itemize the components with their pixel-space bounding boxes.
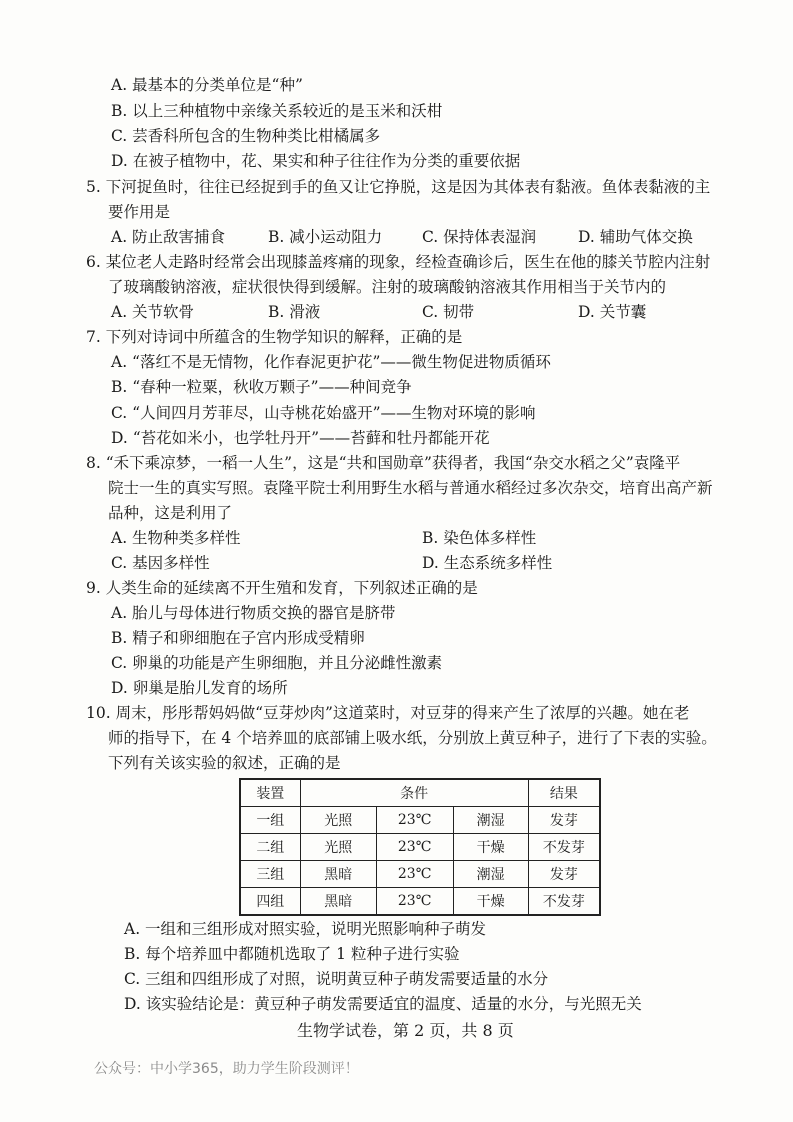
table-cell: 发芽 <box>528 861 600 888</box>
table-cell: 23℃ <box>376 807 453 834</box>
table-cell: 黑暗 <box>300 861 376 888</box>
table-cell: 干燥 <box>453 834 528 861</box>
table-cell: 干燥 <box>453 888 528 916</box>
q8-option-a: A. 生物种类多样性 <box>111 529 241 547</box>
q5-stem-line2: 要作用是 <box>108 203 171 221</box>
table-cell: 二组 <box>240 834 300 861</box>
header-device: 装置 <box>240 779 300 807</box>
table-cell: 光照 <box>300 834 376 861</box>
q5-option-b: B. 减小运动阻力 <box>268 228 383 246</box>
q8-stem-line3: 品种，这是利用了 <box>108 504 233 522</box>
header-result: 结果 <box>528 779 600 807</box>
table-cell: 一组 <box>240 807 300 834</box>
q7-stem: 7. 下列对诗词中所蕴含的生物学知识的解释，正确的是 <box>86 328 463 346</box>
table-row <box>240 888 600 916</box>
table-cell: 23℃ <box>376 861 453 888</box>
table-row <box>240 834 600 861</box>
table-row <box>240 807 600 834</box>
q9-option-b: B. 精子和卵细胞在子宫内形成受精卵 <box>111 629 365 647</box>
q9-option-d: D. 卵巢是胎儿发育的场所 <box>111 679 288 697</box>
q6-option-a: A. 关节软骨 <box>111 303 195 321</box>
q9-option-a: A. 胎儿与母体进行物质交换的器官是脐带 <box>111 604 396 622</box>
q6-option-c: C. 韧带 <box>422 303 475 321</box>
table-row <box>240 861 600 888</box>
table-cell: 三组 <box>240 861 300 888</box>
header-conditions: 条件 <box>300 779 528 807</box>
page-footer: 生物学试卷，第 2 页，共 8 页 <box>297 1021 514 1040</box>
table-cell: 发芽 <box>528 807 600 834</box>
table-cell: 黑暗 <box>300 888 376 916</box>
q5-option-c: C. 保持体表湿润 <box>422 228 537 246</box>
table-cell: 23℃ <box>376 888 453 916</box>
table-cell: 不发芽 <box>528 888 600 916</box>
table-header-row <box>240 779 600 807</box>
q4-option-b: B. 以上三种植物中亲缘关系较近的是玉米和沃柑 <box>111 102 443 120</box>
q8-stem-line1: 8. “禾下乘凉梦，一稻一人生”，这是“共和国勋章”获得者，我国“杂交水稻之父”袁隆平 <box>86 454 681 472</box>
q6-stem-line1: 6. 某位老人走路时经常会出现膝盖疼痛的现象，经检查确诊后，医生在他的膝关节腔内注射 <box>86 253 711 271</box>
watermark-text: 公众号：中小学365，助力学生阶段测评！ <box>94 1061 359 1077</box>
table-cell: 潮湿 <box>453 807 528 834</box>
table-cell: 四组 <box>240 888 300 916</box>
q6-option-d: D. 关节囊 <box>578 303 647 321</box>
q5-option-a: A. 防止敌害捕食 <box>111 228 226 246</box>
q7-option-c: C. “人间四月芳菲尽，山寺桃花始盛开”——生物对环境的影响 <box>111 404 536 422</box>
table-cell: 光照 <box>300 807 376 834</box>
q7-option-b: B. “春种一粒粟，秋收万颗子”——种间竞争 <box>111 378 412 396</box>
q8-option-d: D. 生态系统多样性 <box>422 554 553 572</box>
q9-stem: 9. 人类生命的延续离不开生殖和发育，下列叙述正确的是 <box>86 579 478 597</box>
q10-stem-line2: 师的指导下，在 4 个培养皿的底部铺上吸水纸，分别放上黄豆种子，进行了下表的实验。 <box>108 729 717 747</box>
q10-option-b: B. 每个培养皿中都随机选取了 1 粒种子进行实验 <box>124 945 460 963</box>
table-cell: 不发芽 <box>528 834 600 861</box>
q4-option-a: A. 最基本的分类单位是“种” <box>111 76 303 94</box>
experiment-table <box>239 778 601 916</box>
q5-option-d: D. 辅助气体交换 <box>578 228 693 246</box>
q10-option-a: A. 一组和三组形成对照实验，说明光照影响种子萌发 <box>124 920 487 938</box>
q6-option-b: B. 滑液 <box>268 303 321 321</box>
q8-option-c: C. 基因多样性 <box>111 554 210 572</box>
q10-option-c: C. 三组和四组形成了对照，说明黄豆种子萌发需要适量的水分 <box>124 970 549 988</box>
q8-option-b: B. 染色体多样性 <box>422 529 537 547</box>
q5-stem-line1: 5. 下河捉鱼时，往往已经捉到手的鱼又让它挣脱，这是因为其体表有黏液。鱼体表黏液的主 <box>86 178 711 196</box>
q10-stem-line1: 10. 周末，彤彤帮妈妈做“豆芽炒肉”这道菜时，对豆芽的得来产生了浓厚的兴趣。她在老 <box>86 704 690 722</box>
q4-option-c: C. 芸香科所包含的生物种类比柑橘属多 <box>111 127 381 145</box>
q7-option-d: D. “苔花如米小，也学牡丹开”——苔藓和牡丹都能开花 <box>111 429 490 447</box>
q9-option-c: C. 卵巢的功能是产生卵细胞，并且分泌雌性激素 <box>111 654 443 672</box>
table-cell: 潮湿 <box>453 861 528 888</box>
table-cell: 23℃ <box>376 834 453 861</box>
q6-stem-line2: 了玻璃酸钠溶液，症状很快得到缓解。注射的玻璃酸钠溶液其作用相当于关节内的 <box>108 278 667 296</box>
q10-option-d: D. 该实验结论是：黄豆种子萌发需要适宜的温度、适量的水分，与光照无关 <box>124 995 642 1013</box>
q8-stem-line2: 院士一生的真实写照。袁隆平院士利用野生水稻与普通水稻经过多次杂交，培育出高产新 <box>108 479 713 497</box>
q4-option-d: D. 在被子植物中，花、果实和种子往往作为分类的重要依据 <box>111 152 521 170</box>
q10-stem-line3: 下列有关该实验的叙述，正确的是 <box>108 754 341 772</box>
q7-option-a: A. “落红不是无情物，化作春泥更护花”——微生物促进物质循环 <box>111 353 551 371</box>
